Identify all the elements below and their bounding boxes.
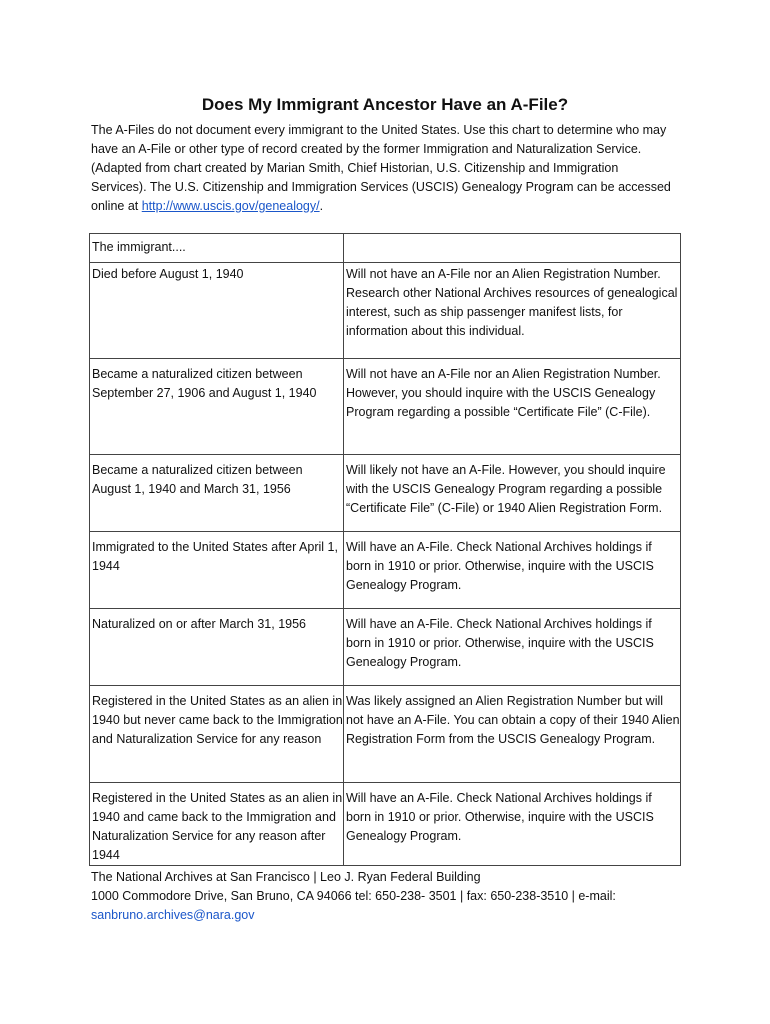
table-row	[90, 532, 681, 609]
genealogy-link[interactable]: http://www.uscis.gov/genealogy/	[141, 199, 320, 213]
condition-cell: Immigrated to the United States after April 1, 1944	[90, 532, 344, 609]
result-cell: Will not have an A-File nor an Alien Registration Number. Research other National Archives resources of genealogical interest, such as ship passenger manifest lists, for information about this individual.	[344, 263, 681, 359]
result-cell: Will not have an A-File nor an Alien Registration Number. However, you should inquire with the USCIS Genealogy Program regarding a possible “Certificate File” (C-File).	[344, 359, 681, 455]
result-cell: Will have an A-File. Check National Archives holdings if born in 1910 or prior. Otherwise, inquire with the USCIS Genealogy Program.	[344, 609, 681, 686]
document-title: Does My Immigrant Ancestor Have an A-File?	[201, 95, 569, 114]
result-cell: Will have an A-File. Check National Archives holdings if born in 1910 or prior. Otherwise, inquire with the USCIS Genealogy Program.	[344, 783, 681, 866]
header-cell-empty	[344, 234, 681, 263]
table-row	[90, 263, 681, 359]
footer	[91, 868, 676, 925]
condition-cell: Became a naturalized citizen between August 1, 1940 and March 31, 1956	[90, 455, 344, 532]
table-row	[90, 609, 681, 686]
condition-cell: Became a naturalized citizen between September 27, 1906 and August 1, 1940	[90, 359, 344, 455]
result-cell: Was likely assigned an Alien Registration Number but will not have an A-File. You can obtain a copy of their 1940 Alien Registration Form from the USCIS Genealogy Program.	[344, 686, 681, 783]
table-row	[90, 359, 681, 455]
footer-line-1: The National Archives at San Francisco | Leo J. Ryan Federal Building	[91, 870, 481, 884]
header-cell-immigrant: The immigrant....	[90, 234, 344, 263]
footer-line-2: 1000 Commodore Drive, San Bruno, CA 94066 tel: 650-238- 3501 | fax: 650-238-3510 | e-mail:	[91, 889, 616, 903]
condition-cell: Registered in the United States as an alien in 1940 but never came back to the Immigration and Naturalization Service for any reason	[90, 686, 344, 783]
table-row	[90, 455, 681, 532]
intro-text: The A-Files do not document every immigrant to the United States. Use this chart to determine who may have an A-File or other type of record created by the former Immigration and Naturalization Service. (Adapted from chart created by Marian Smith, Chief Historian, U.S. Citizenship and Immigration Services). The U.S. Citizenship and Immigration Services (USCIS) Genealogy Program can be accessed online at	[91, 123, 671, 213]
table-header-row	[90, 234, 681, 263]
table-row	[90, 783, 681, 866]
condition-cell: Naturalized on or after March 31, 1956	[90, 609, 344, 686]
intro-end: .	[319, 199, 324, 213]
result-cell: Will likely not have an A-File. However, you should inquire with the USCIS Genealogy Program regarding a possible “Certificate File” (C-File) or 1940 Alien Registration Form.	[344, 455, 681, 532]
footer-email-link[interactable]: sanbruno.archives@nara.gov	[91, 908, 255, 922]
table-row	[90, 686, 681, 783]
intro-paragraph	[91, 121, 676, 216]
condition-cell: Died before August 1, 1940	[90, 263, 344, 359]
condition-cell: Registered in the United States as an alien in 1940 and came back to the Immigration and Naturalization Service for any reason after 1944	[90, 783, 344, 866]
a-file-chart	[89, 233, 681, 866]
result-cell: Will have an A-File. Check National Archives holdings if born in 1910 or prior. Otherwise, inquire with the USCIS Genealogy Program.	[344, 532, 681, 609]
